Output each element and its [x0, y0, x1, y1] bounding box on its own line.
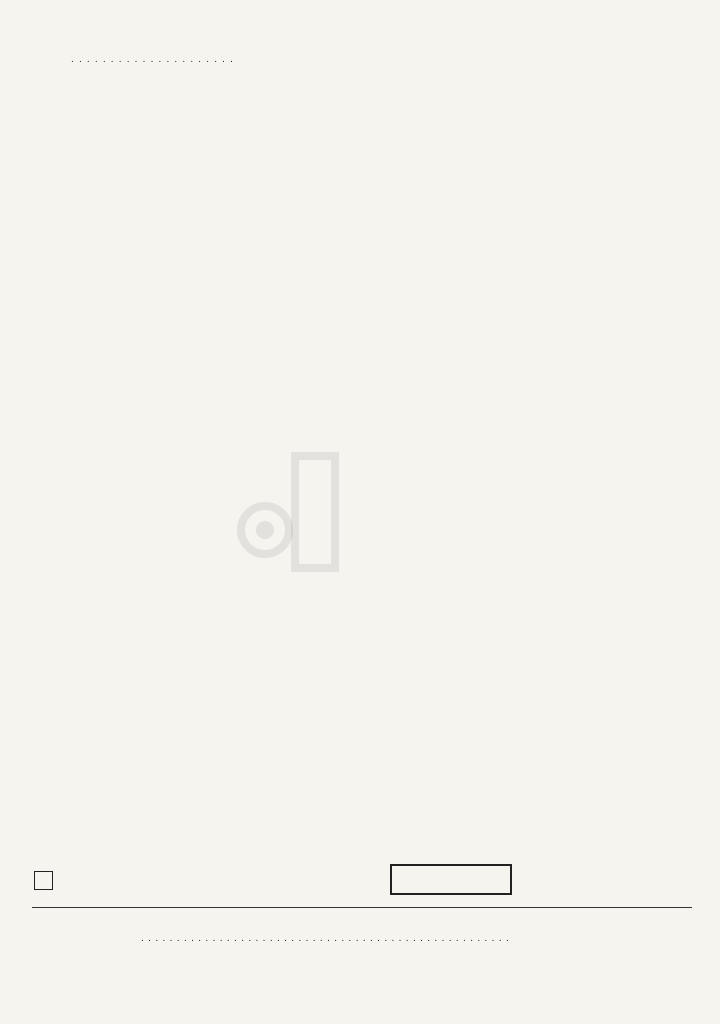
section-son: [53, 362, 72, 374]
section-finition: [53, 582, 72, 594]
total-amount-box[interactable]: [390, 864, 512, 895]
observation-note-2: [141, 933, 510, 944]
observations-divider: [32, 907, 692, 908]
watermark-logo-icon: [225, 452, 345, 572]
section-divers: [53, 215, 72, 227]
section-projection: [53, 729, 72, 741]
leader-dots: . . . . . . . . . . . . . . . . . . . . . . . . . . . . . . . . . . . . . . . . . . . . . . . . . . . .: [141, 933, 510, 944]
section-animation: [53, 83, 72, 95]
total-number-box: [34, 871, 53, 890]
report-row: [71, 53, 283, 66]
leader-dots: . . . . . . . . . . . . . . . . . . . . .: [71, 54, 235, 65]
